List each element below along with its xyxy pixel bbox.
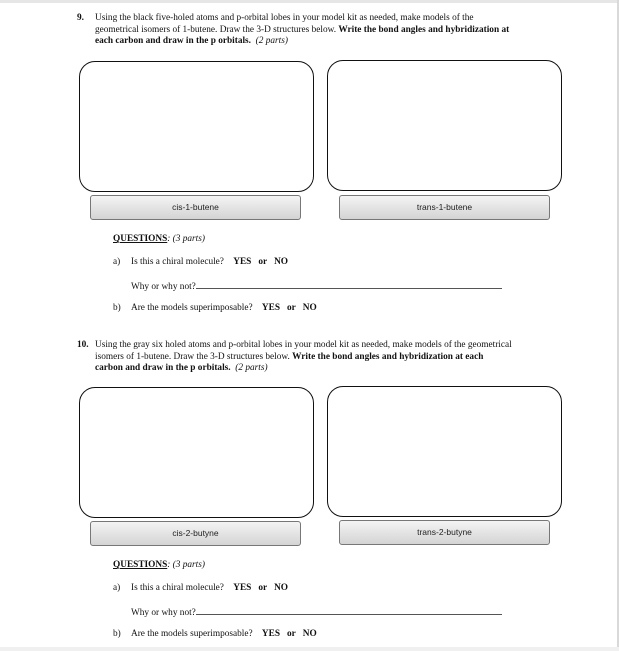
- drawing-box-trans-1-butene[interactable]: [327, 60, 562, 191]
- no-option[interactable]: NO: [274, 583, 289, 593]
- question-a: a) Is this a chiral molecule? YES or NO: [113, 583, 289, 593]
- why-line: Why or why not?: [131, 280, 502, 292]
- label-trans-2-butyne: trans-2-butyne: [339, 520, 550, 545]
- question-number: 9.: [77, 13, 84, 23]
- prompt-line-2: geometrical isomers of 1-butene. Draw the 3-D structures below. Write the bond angles and hybridization at: [95, 24, 510, 35]
- questions-heading: QUESTIONS: (3 parts): [113, 234, 205, 244]
- label-trans-1-butene: trans-1-butene: [339, 195, 550, 220]
- why-line: Why or why not?: [131, 606, 502, 618]
- no-option[interactable]: NO: [302, 629, 317, 639]
- label-cis-2-butyne: cis-2-butyne: [90, 521, 301, 546]
- label-cis-1-butene: cis-1-butene: [90, 195, 301, 220]
- prompt-line-2: isomers of 1-butene. Draw the 3-D structures below. Write the bond angles and hybridization at each: [95, 351, 484, 362]
- question-b: b) Are the models superimposable? YES or NO: [113, 303, 317, 313]
- no-option[interactable]: NO: [274, 257, 289, 267]
- prompt-line-3: carbon and draw in the p orbitals. (2 parts): [95, 363, 268, 373]
- prompt-line-3: each carbon and draw in the p orbitals. (2 parts): [95, 36, 288, 46]
- answer-blank[interactable]: [196, 280, 502, 289]
- drawing-box-trans-2-butyne[interactable]: [327, 386, 562, 517]
- yes-option[interactable]: YES: [233, 257, 252, 267]
- drawing-box-cis-2-butyne[interactable]: [79, 387, 314, 518]
- question-b: b) Are the models superimposable? YES or NO: [113, 629, 317, 639]
- prompt-line-1: Using the black five-holed atoms and p-orbital lobes in your model kit as needed, make models of the: [95, 13, 474, 23]
- question-a: a) Is this a chiral molecule? YES or NO: [113, 257, 289, 267]
- prompt-line-1: Using the gray six holed atoms and p-orbital lobes in your model kit as needed, make models of the geometrical: [95, 340, 512, 350]
- drawing-box-cis-1-butene[interactable]: [79, 61, 314, 192]
- question-9-prompt: [77, 13, 547, 48]
- question-number: 10.: [77, 340, 89, 350]
- answer-blank[interactable]: [196, 606, 502, 615]
- yes-option[interactable]: YES: [261, 629, 280, 639]
- questions-heading: QUESTIONS: (3 parts): [113, 560, 205, 570]
- page-top-edge: [0, 0, 619, 3]
- yes-option[interactable]: YES: [261, 303, 280, 313]
- no-option[interactable]: NO: [302, 303, 317, 313]
- question-10-prompt: [77, 340, 547, 375]
- yes-option[interactable]: YES: [233, 583, 252, 593]
- page-bottom-edge: [0, 647, 619, 651]
